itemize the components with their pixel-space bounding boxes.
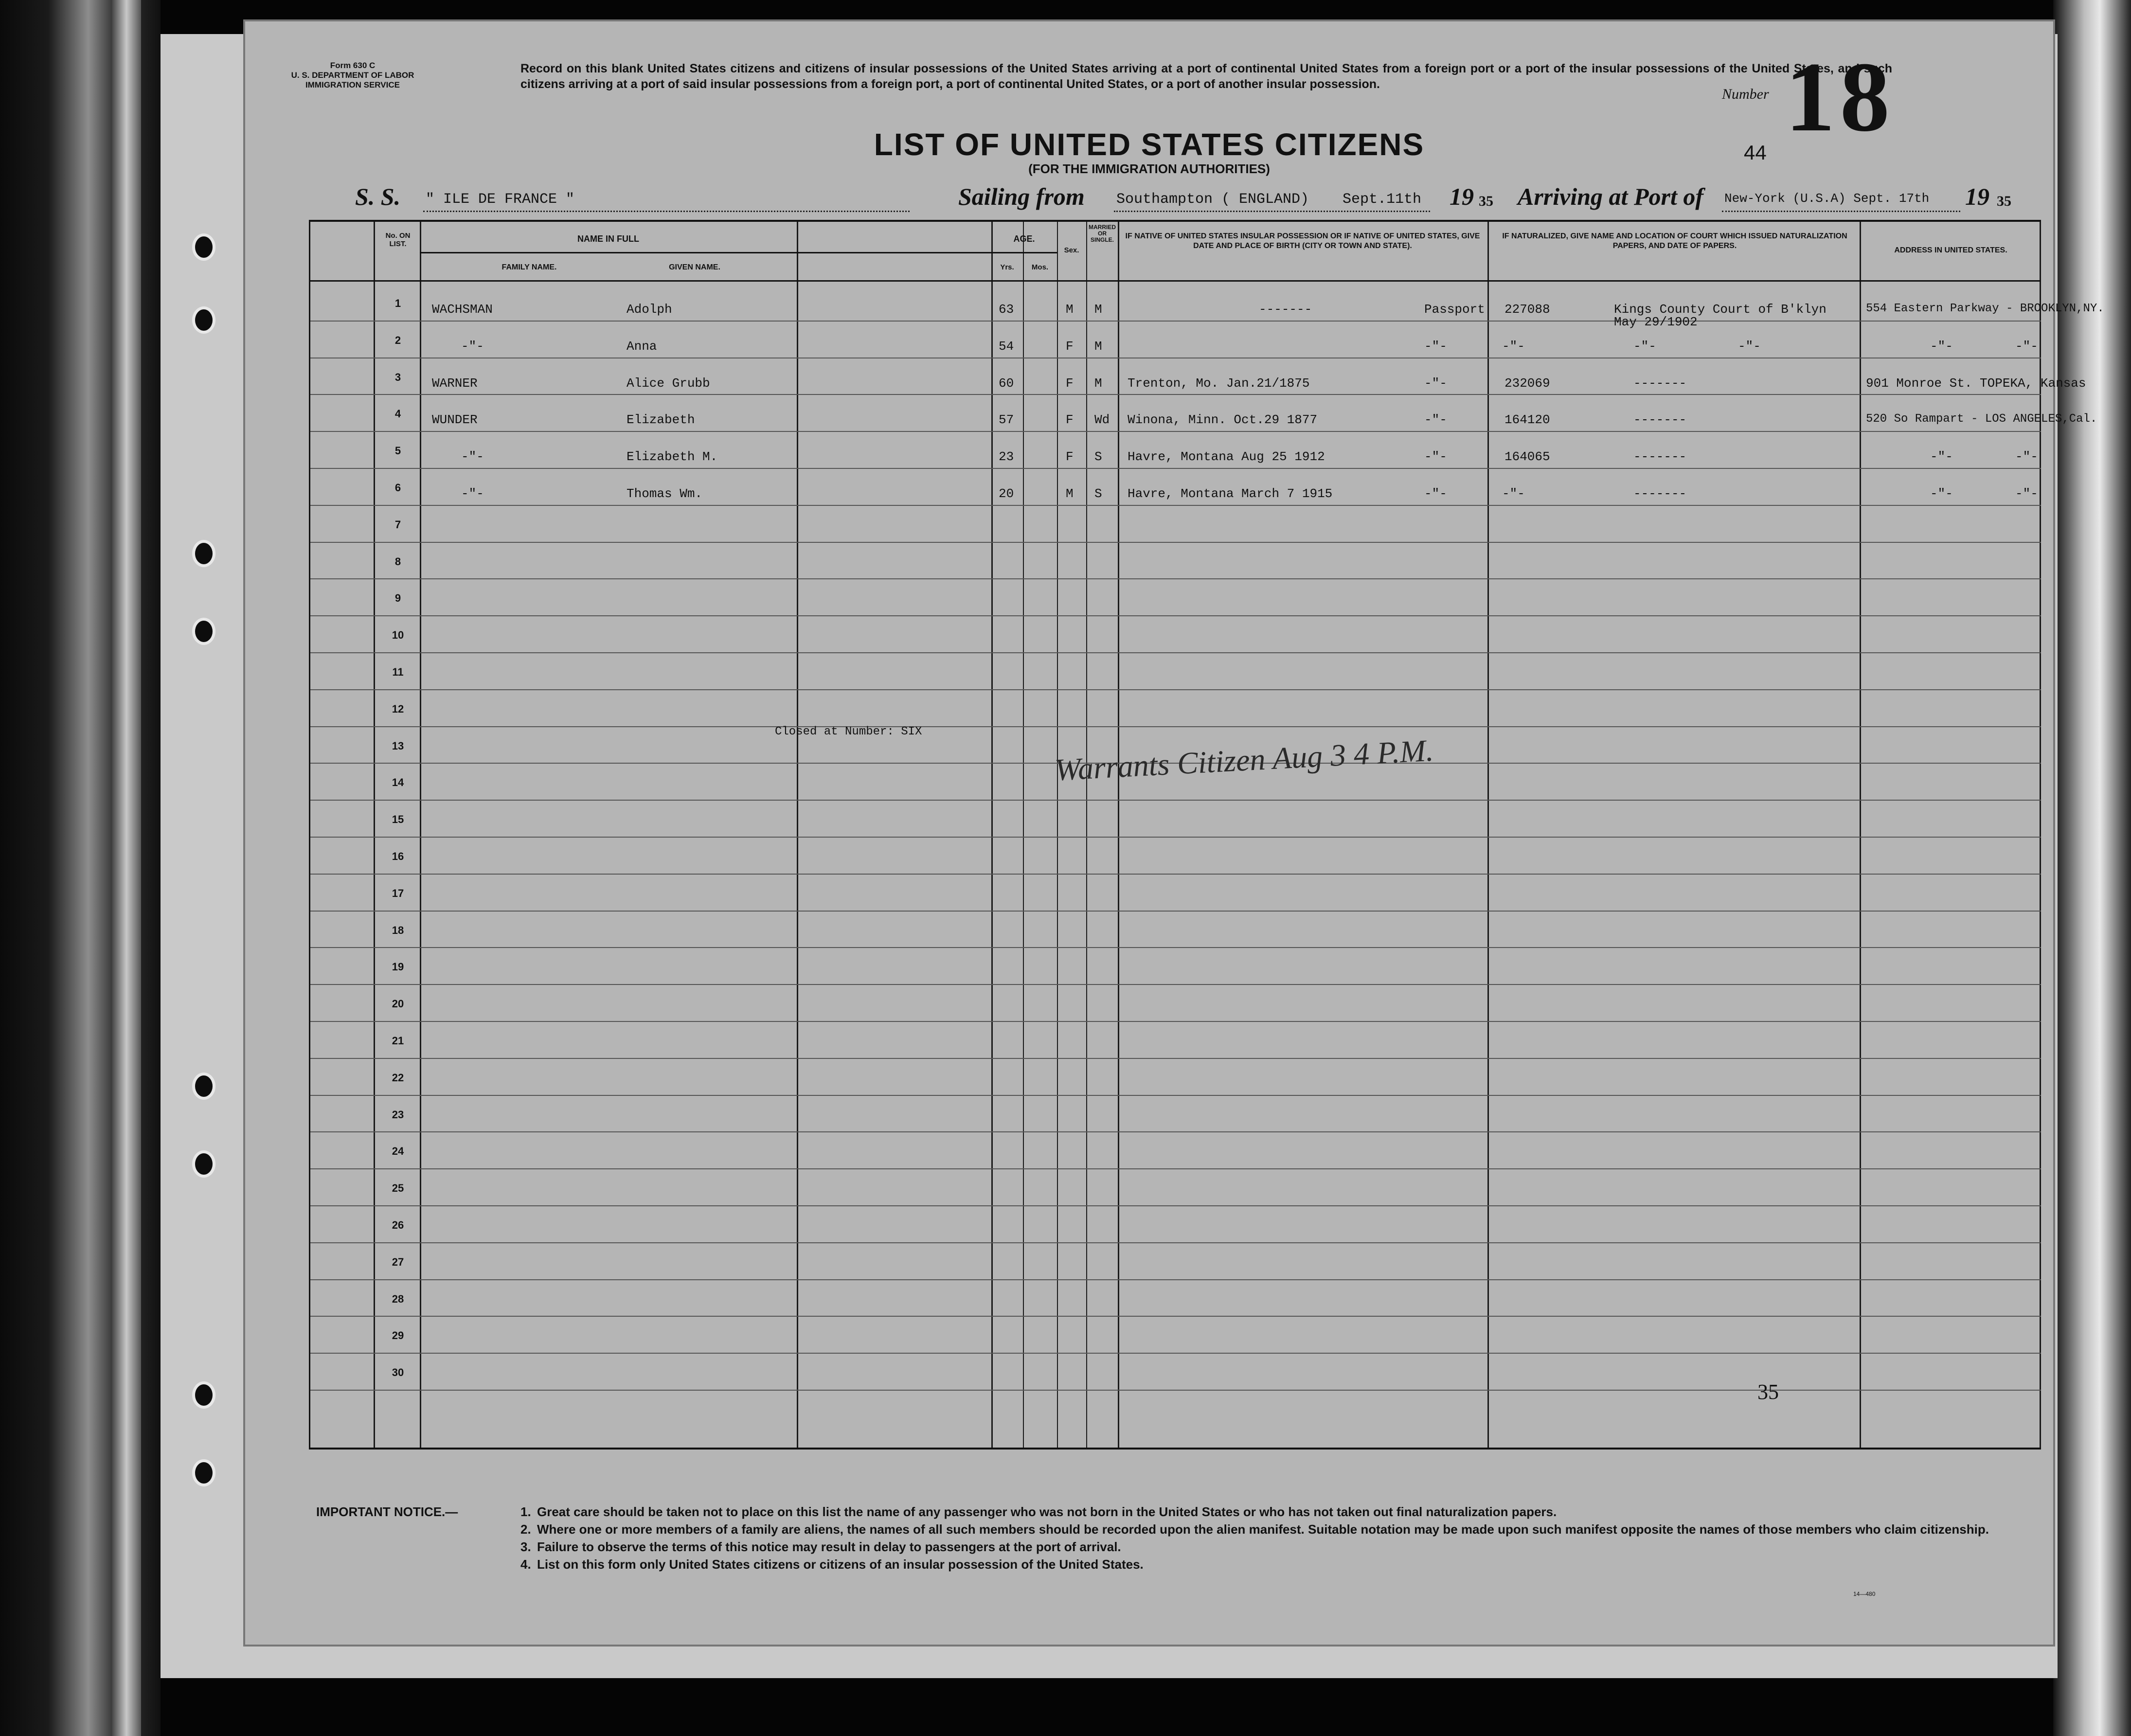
header-family-name: FAMILY NAME. [501, 263, 557, 271]
row-number: 29 [392, 1329, 404, 1342]
row-rule [310, 947, 2041, 948]
cell-birth: Havre, Montana Aug 25 1912 [1128, 449, 1325, 465]
ss-label: S. S. [355, 183, 401, 210]
year-prefix-2: 19 [1965, 183, 1989, 210]
manifest-page [243, 19, 2104, 1647]
cell-number: 227088 [1504, 302, 1550, 317]
cell-address: -"- [1930, 339, 1953, 354]
row-rule [310, 837, 2041, 838]
header-age: AGE. [1013, 234, 1035, 244]
cell-sex: M [1066, 486, 1074, 501]
row-rule [310, 1353, 2041, 1354]
cell-ms: M [1094, 302, 1102, 317]
header-naturalized: IF NATURALIZED, GIVE NAME AND LOCATION OF COURT WHICH ISSUED NATURALIZATION PAPERS, AND DATE OF PAPERS. [1502, 232, 1847, 250]
row-number: 11 [392, 666, 404, 678]
cell-address: -"- [1930, 486, 1953, 501]
handwritten-note: Warrants Citizen Aug 3 4 P.M. [1054, 733, 1434, 787]
row-rule [310, 1242, 2041, 1243]
cell-ms: S [1094, 449, 1102, 465]
cell-ms: S [1094, 486, 1102, 501]
cell-yrs: 20 [999, 486, 1014, 501]
cell-given: Anna [627, 339, 657, 354]
row-number: 30 [392, 1366, 404, 1379]
punch-hole [192, 1459, 215, 1486]
row-number: 4 [394, 408, 401, 420]
cell-given: Adolph [627, 302, 672, 317]
row-rule [310, 505, 2041, 506]
row-number: 17 [392, 887, 404, 899]
scanner-border-right [2053, 0, 2131, 1736]
cell-address: 901 Monroe St. TOPEKA, Kansas [1866, 376, 2086, 391]
cell-address: 554 Eastern Parkway - BROOKLYN,NY. [1866, 302, 2104, 315]
row-rule [310, 800, 2041, 801]
row-number: 23 [392, 1108, 404, 1121]
cell-ms: M [1094, 339, 1102, 354]
ship-name: " ILE DE FRANCE " [426, 191, 575, 208]
cell-sex: F [1066, 449, 1074, 465]
row-rule [310, 1279, 2041, 1280]
cell-court: -"- [1633, 339, 1656, 354]
cell-birth: ------- [1259, 302, 1312, 317]
cell-passport: -"- [1424, 339, 1447, 354]
punch-hole [192, 618, 215, 645]
cell-number: -"- [1502, 339, 1525, 354]
row-number: 14 [392, 776, 404, 789]
year-1: 35 [1479, 193, 1493, 209]
punch-hole [192, 1073, 215, 1100]
header-months: Mos. [1031, 263, 1049, 271]
row-rule [310, 1205, 2041, 1206]
year-2: 35 [1997, 193, 2011, 209]
service-name: IMMIGRATION SERVICE [305, 80, 400, 89]
page-mark: 35 [1757, 1380, 1779, 1404]
row-rule [310, 1021, 2041, 1022]
cell-yrs: 60 [999, 376, 1014, 391]
cell-address: 520 So Rampart - LOS ANGELES,Cal. [1866, 412, 2097, 426]
header-birth: IF NATIVE OF UNITED STATES INSULAR POSSESSION OR IF NATIVE OF UNITED STATES, GIVE DATE AND PLACE OF BIRTH (CITY OR TOWN AND STATE). [1125, 232, 1480, 250]
number-label: Number [1722, 86, 1769, 102]
row-rule [310, 321, 2041, 322]
row-number: 18 [392, 924, 404, 936]
row-number: 10 [392, 629, 404, 642]
sailing-label: Sailing from [958, 183, 1085, 210]
list-number-note: 44 [1744, 141, 1767, 164]
cell-ms: Wd [1094, 412, 1110, 428]
cell-court: ------- [1633, 412, 1687, 428]
header-sex: Sex. [1064, 246, 1079, 254]
cell-number: -"- [1502, 486, 1525, 501]
row-number: 1 [394, 297, 401, 309]
row-rule [310, 1390, 2041, 1391]
cell-family: WACHSMAN [432, 302, 493, 317]
row-rule [310, 652, 2041, 653]
row-number: 24 [392, 1145, 404, 1158]
list-number: 18 [1785, 42, 1895, 152]
row-number: 13 [392, 739, 404, 752]
printer-code: 14—480 [1853, 1591, 1876, 1597]
row-number: 16 [392, 850, 404, 862]
row-rule [310, 1316, 2041, 1317]
cell-yrs: 54 [999, 339, 1014, 354]
cell-court: ------- [1633, 376, 1687, 391]
arriving-port: New-York (U.S.A) Sept. 17th [1724, 191, 1930, 206]
notice-item: 3. Failure to observe the terms of this notice may result in delay to passengers at the port of arrival. [520, 1539, 1121, 1554]
punch-hole [192, 233, 215, 261]
row-number: 19 [392, 961, 404, 973]
cell-address: -"- [1930, 449, 1953, 465]
row-number: 15 [392, 813, 404, 826]
row-number: 21 [392, 1035, 404, 1047]
cell-number: 164065 [1504, 449, 1550, 465]
cell-court-date: -"- [1738, 339, 1761, 354]
cell-passport: -"- [1424, 449, 1447, 465]
cell-sex: F [1066, 339, 1074, 354]
row-number: 20 [392, 998, 404, 1010]
cell-family: -"- [461, 339, 484, 354]
notice-items [520, 1503, 2043, 1573]
row-number: 27 [392, 1255, 404, 1268]
notice-lead: IMPORTANT NOTICE.— [316, 1504, 458, 1519]
row-number: 9 [394, 592, 401, 605]
form-number: Form 630 C [330, 61, 376, 70]
row-rule [310, 542, 2041, 543]
cell-court-date: May 29/1902 [1614, 315, 1698, 329]
header-years: Yrs. [1000, 263, 1014, 271]
header-married-single: MARRIED OR SINGLE. [1089, 224, 1116, 243]
cell-court: ------- [1633, 486, 1687, 501]
page-subtitle: (FOR THE IMMIGRATION AUTHORITIES) [1028, 161, 1270, 176]
row-rule [310, 394, 2041, 395]
cell-birth: Winona, Minn. Oct.29 1877 [1128, 412, 1318, 428]
row-number: 8 [394, 555, 401, 568]
cell-ms: M [1094, 376, 1102, 391]
year-prefix-1: 19 [1450, 183, 1474, 210]
cell-given: Thomas Wm. [627, 486, 703, 501]
row-number: 6 [394, 482, 401, 494]
row-number: 28 [392, 1292, 404, 1305]
cell-number: 232069 [1504, 376, 1550, 391]
cell-yrs: 63 [999, 302, 1014, 317]
cell-given: Elizabeth M. [627, 449, 718, 465]
cell-court: Kings County Court of B'klyn [1614, 302, 1827, 317]
row-rule [310, 984, 2041, 985]
row-rule [310, 1095, 2041, 1096]
header-no-on-list: No. ON LIST. [385, 232, 411, 248]
cell-yrs: 23 [999, 449, 1014, 465]
row-rule [310, 726, 2041, 727]
cell-given: Elizabeth [627, 412, 695, 428]
header-address: ADDRESS IN UNITED STATES. [1894, 246, 2007, 254]
cell-number: 164120 [1504, 412, 1550, 428]
department-name: U. S. DEPARTMENT OF LABOR [291, 71, 414, 80]
punch-hole [192, 1381, 215, 1409]
row-rule [310, 874, 2041, 875]
arriving-label: Arriving at Port of [1518, 183, 1703, 210]
header-name-in-full: NAME IN FULL [577, 234, 639, 244]
sailing-date: Sept.11th [1343, 191, 1422, 208]
row-number: 12 [392, 702, 404, 715]
cell-family: WARNER [432, 376, 478, 391]
notice-item: 2. Where one or more members of a family are aliens, the names of all such members should be recorded upon the alien manifest. Suitable notation may be made upon such manifest opposite the names of those members who claim citizenship. [520, 1522, 1989, 1537]
row-number: 7 [394, 518, 401, 531]
row-number: 2 [394, 334, 401, 346]
row-rule [310, 1058, 2041, 1059]
cell-address2: -"- [2015, 449, 2038, 465]
row-number: 22 [392, 1071, 404, 1084]
cell-sex: M [1066, 302, 1074, 317]
cell-sex: F [1066, 376, 1074, 391]
cell-birth: Havre, Montana March 7 1915 [1128, 486, 1333, 501]
notice-item: 1. Great care should be taken not to place on this list the name of any passenger who was not born in the United States or who has not taken out final naturalization papers. [520, 1504, 1557, 1519]
row-rule [310, 615, 2041, 616]
cell-passport: -"- [1424, 412, 1447, 428]
punch-hole [192, 306, 215, 334]
form-id [287, 61, 418, 90]
cell-court: ------- [1633, 449, 1687, 465]
ship-underline [423, 211, 910, 212]
row-rule [310, 431, 2041, 432]
row-rule [310, 578, 2041, 579]
row-rule [310, 689, 2041, 690]
row-number: 5 [394, 445, 401, 457]
row-number: 26 [392, 1219, 404, 1231]
cell-passport: Passport [1424, 302, 1485, 317]
form-instruction: Record on this blank United States citizens and citizens of insular possessions of the United States arriving at a port of continental United States from a foreign port or a port of the insular possessions of the United States, and such citizens arriving at a port of said insular possessions from a foreign port, a port of continental United States, or a port of another insular possession. [520, 62, 1892, 91]
row-rule [310, 1131, 2041, 1132]
page-title: LIST OF UNITED STATES CITIZENS [874, 127, 1425, 162]
cell-given: Alice Grubb [627, 376, 710, 391]
sailing-from: Southampton ( ENGLAND) [1116, 191, 1309, 208]
cell-family: -"- [461, 486, 484, 501]
cell-passport: -"- [1424, 376, 1447, 391]
row-number: 3 [394, 371, 401, 383]
binder-strip [112, 0, 141, 1736]
passenger-table [309, 220, 2104, 1450]
cell-birth: Trenton, Mo. Jan.21/1875 [1128, 376, 1310, 391]
cell-sex: F [1066, 412, 1074, 428]
cell-family: WUNDER [432, 412, 478, 428]
cell-yrs: 57 [999, 412, 1014, 428]
row-rule [310, 1168, 2041, 1169]
cell-family: -"- [461, 449, 484, 465]
punch-hole [192, 1150, 215, 1178]
header-given-name: GIVEN NAME. [669, 263, 720, 271]
closed-note: Closed at Number: SIX [775, 725, 922, 738]
punch-hole [192, 540, 215, 567]
row-rule [310, 468, 2041, 469]
row-number: 25 [392, 1182, 404, 1195]
cell-address2: -"- [2015, 486, 2038, 501]
cell-address2: -"- [2015, 339, 2038, 354]
sailing-underline [1114, 211, 1430, 212]
voyage-line [345, 182, 2038, 216]
notice-item: 4. List on this form only United States citizens or citizens of an insular possession of the United States. [520, 1557, 1144, 1572]
arrival-underline [1722, 211, 1960, 212]
cell-passport: -"- [1424, 486, 1447, 501]
row-rule [310, 911, 2041, 912]
